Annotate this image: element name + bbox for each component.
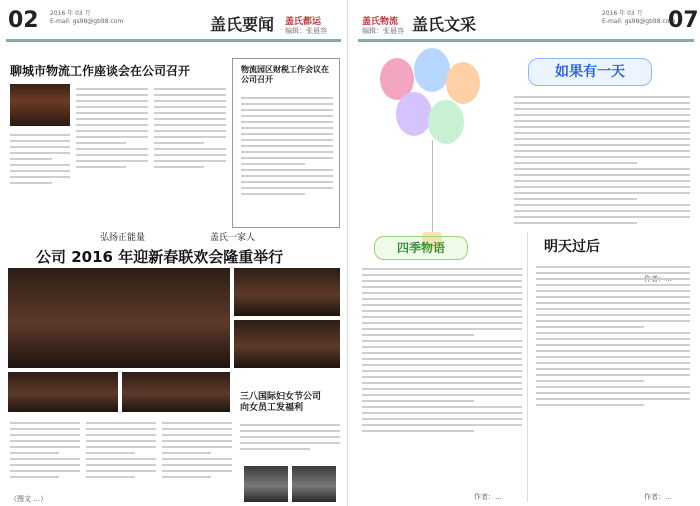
lower-right-headline-2: 向女员工发福利	[240, 403, 304, 413]
left-block-text	[362, 264, 522, 494]
left-meta-line2: E-mail: gs98@gb98.com	[50, 18, 124, 25]
photo-women-day-1	[244, 466, 288, 502]
featured-title: 如果有一天	[528, 58, 652, 86]
right-editor: 编辑：张晨容	[362, 27, 404, 35]
photo-stage-bottom-left	[8, 372, 118, 412]
right-logo-text: 盖氏物流	[362, 17, 399, 27]
text-column-1	[10, 130, 70, 220]
right-section-title: 盖氏文采	[412, 15, 477, 34]
left-page-number: 02	[8, 8, 39, 33]
left-block-title: 四季物语	[374, 236, 468, 260]
photo-stage-large	[8, 268, 230, 368]
left-section-title: 盖氏要闻	[210, 15, 275, 34]
photo-women-day-2	[292, 466, 336, 502]
left-page	[0, 0, 348, 506]
right-header	[352, 6, 700, 44]
headline-right: 物流园区财税工作会议在公司召开	[241, 65, 329, 84]
right-page	[352, 0, 700, 506]
text-column-3	[154, 84, 226, 222]
left-block-author: 作者：…	[474, 493, 502, 501]
right-news-text	[241, 93, 333, 223]
headline-top: 聊城市物流工作座谈会在公司召开	[10, 64, 191, 78]
left-meta-line1: 2016 年 03 月	[50, 10, 91, 17]
right-news-box	[232, 58, 340, 228]
headline-main: 公司 2016 年迎新春联欢会隆重举行	[36, 248, 284, 266]
right-block-author: 作者：…	[644, 493, 672, 501]
left-editor: 编辑：张晨容	[285, 27, 327, 35]
balloons-illustration	[362, 48, 502, 258]
left-logo-text: 盖氏都运	[285, 17, 322, 27]
left-header	[0, 6, 347, 44]
left-caption: （图文 …）	[10, 495, 48, 503]
bottom-text-3	[162, 418, 232, 498]
lower-right-headline-1: 三八国际妇女节公司	[240, 392, 322, 402]
slogan-left: 弘扬正能量	[100, 233, 146, 243]
slogan-right: 盖氏一家人	[210, 233, 256, 243]
right-meta-line1: 2016 年 03 月	[602, 10, 643, 17]
right-page-divider	[527, 232, 528, 502]
right-page-number: 07	[668, 8, 699, 33]
right-header-rule	[358, 39, 694, 42]
text-column-2	[76, 84, 148, 222]
left-header-rule	[6, 39, 341, 42]
right-meta	[602, 10, 675, 26]
right-meta-line2: E-mail: gs98@gb98.com	[602, 18, 676, 25]
right-block-text	[536, 262, 690, 494]
bottom-text-2	[86, 418, 156, 498]
left-meta	[50, 10, 123, 26]
photo-stage-top-right	[234, 268, 340, 316]
featured-text	[514, 92, 690, 272]
right-block-title: 明天过后	[544, 239, 600, 255]
photo-stage-bottom-mid	[122, 372, 230, 412]
bottom-text-1	[10, 418, 80, 498]
lower-right-headline	[240, 392, 340, 414]
lower-right-text	[240, 420, 340, 465]
photo-stage-bottom-right	[234, 320, 340, 368]
photo-meeting-top	[10, 84, 70, 126]
